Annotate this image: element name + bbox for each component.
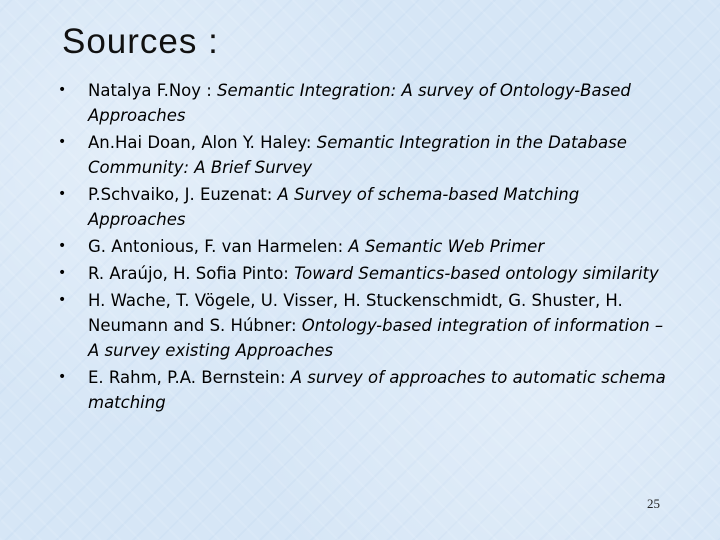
bullet-icon: • bbox=[58, 82, 67, 98]
source-authors: Natalya F.Noy : bbox=[88, 81, 218, 100]
source-title: Toward Semantics-based ontology similarity bbox=[294, 264, 659, 283]
source-title: A survey of approaches to automatic schema matching bbox=[88, 368, 666, 412]
source-authors: E. Rahm, P.A. Bernstein: bbox=[88, 368, 291, 387]
source-authors: H. Wache, T. Vögele, U. Visser, H. Stuckenschmidt, G. Shuster, H. Neumann and S. Húbner: bbox=[88, 291, 623, 335]
list-item bbox=[56, 261, 676, 286]
source-title: A Semantic Web Primer bbox=[348, 237, 545, 256]
bullet-icon: • bbox=[58, 134, 67, 150]
source-title: Semantic Integration: A survey of Ontology-Based Approaches bbox=[88, 81, 631, 125]
source-authors: An.Hai Doan, Alon Y. Haley: bbox=[88, 133, 317, 152]
source-title: Semantic Integration in the Database Community: A Brief Survey bbox=[88, 133, 627, 177]
list-item bbox=[56, 288, 676, 363]
list-item bbox=[56, 365, 676, 415]
source-authors: R. Araújo, H. Sofia Pinto: bbox=[88, 264, 295, 283]
source-authors: G. Antonious, F. van Harmelen: bbox=[88, 237, 349, 256]
bullet-icon: • bbox=[58, 292, 67, 308]
bullet-icon: • bbox=[58, 369, 67, 385]
source-title: A Survey of schema-based Matching Approaches bbox=[88, 185, 580, 229]
bullet-icon: • bbox=[58, 265, 67, 281]
list-item bbox=[56, 234, 676, 259]
bullet-icon: • bbox=[58, 186, 67, 202]
list-item bbox=[56, 130, 676, 180]
source-title: Ontology-based integration of information – A survey existing Approaches bbox=[88, 316, 664, 360]
list-item bbox=[56, 182, 676, 232]
slide-title: Sources : bbox=[62, 22, 219, 61]
bullet-icon: • bbox=[58, 238, 67, 254]
sources-list bbox=[56, 78, 676, 417]
list-item bbox=[56, 78, 676, 128]
source-authors: P.Schvaiko, J. Euzenat: bbox=[88, 185, 278, 204]
page-number: 25 bbox=[647, 496, 660, 511]
